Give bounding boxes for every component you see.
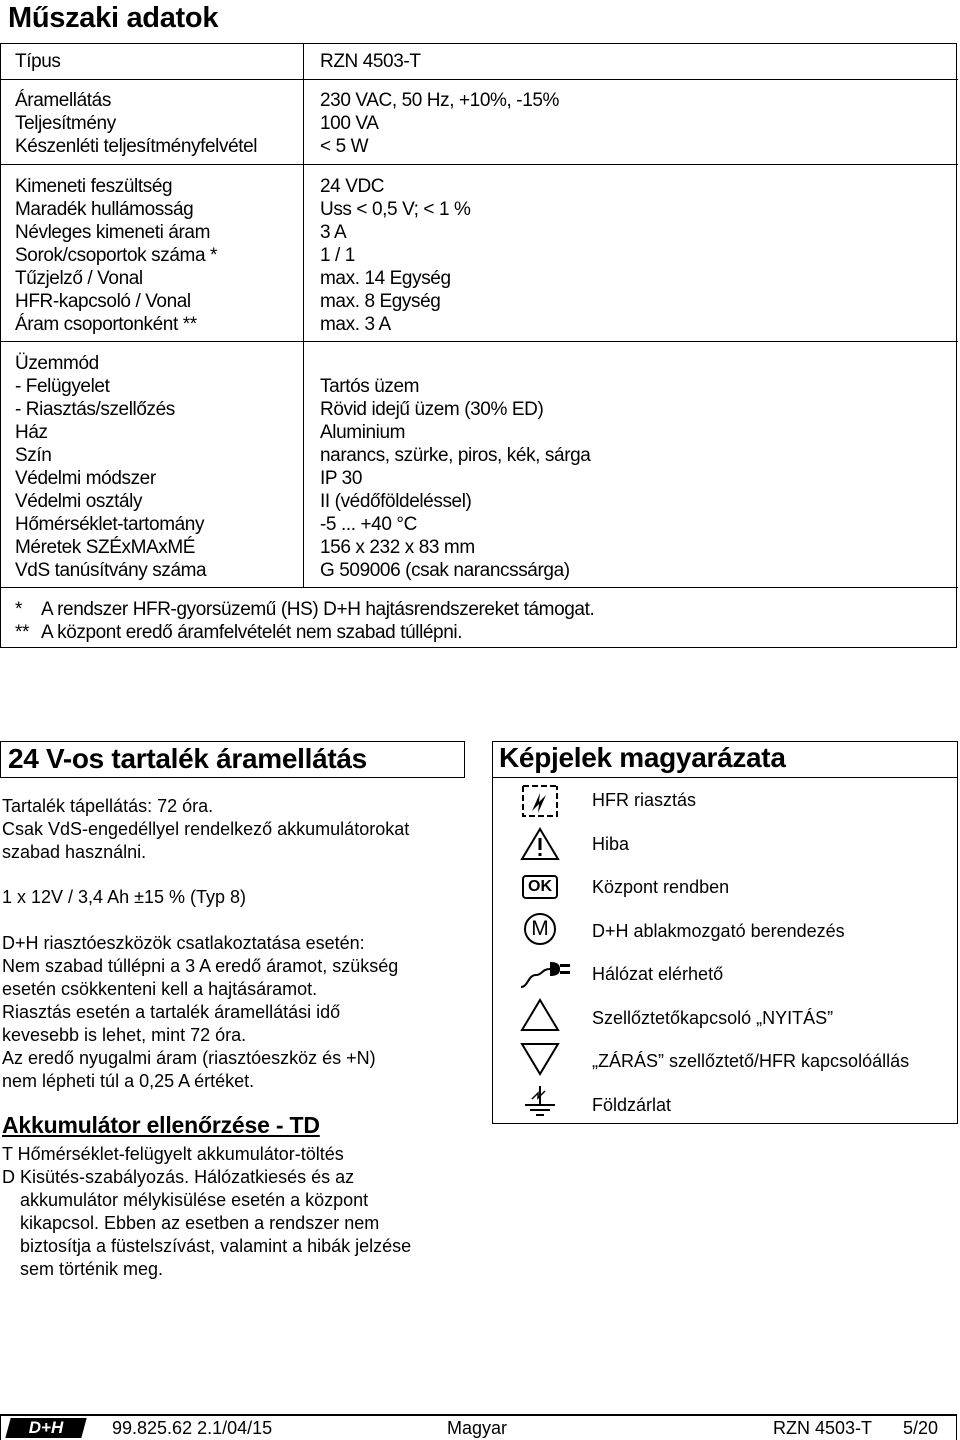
backup-line: Riasztás esetén a tartalék áramellátási idő [2, 1002, 341, 1022]
backup-line: nem lépheti túl a 0,25 A értéket. [2, 1071, 255, 1091]
spec-value-dimensions: 156 x 232 x 83 mm [320, 537, 475, 558]
spec-row-divider [0, 587, 958, 588]
legend-heading: Képjelek magyarázata [492, 741, 958, 778]
battery-line: biztosítja a füstelszívást, valamint a hibák jelzése [20, 1236, 412, 1256]
spec-value-standby: < 5 W [320, 136, 369, 157]
spec-value-detector-line: max. 14 Egység [320, 268, 451, 289]
legend-label: „ZÁRÁS” szellőztető/HFR kapcsolóállás [592, 1051, 910, 1071]
spec-value-housing: Aluminium [320, 422, 406, 443]
triangle-down-icon [520, 1041, 560, 1077]
legend-label: Szellőztetőkapcsoló „NYITÁS” [592, 1008, 834, 1028]
spec-row-divider [0, 341, 958, 342]
footnote [15, 621, 462, 644]
spec-value-hfr-switch-line: max. 8 Egység [320, 291, 441, 312]
spec-row-divider [0, 164, 958, 165]
spec-value-protection-method: IP 30 [320, 468, 363, 489]
spec-label-groups: Sorok/csoportok száma * [15, 245, 217, 266]
spec-value-temperature-range: -5 ... +40 °C [320, 514, 417, 535]
dh-logo-text: D+H [28, 1418, 64, 1437]
footnote-mark: * [15, 599, 22, 620]
hfr-alarm-icon [520, 783, 560, 819]
spec-value-color: narancs, szürke, piros, kék, sárga [320, 445, 591, 466]
backup-line: Az eredő nyugalmi áram (riasztóeszköz és +N) [2, 1048, 376, 1068]
footer-model: RZN 4503-T [773, 1418, 873, 1438]
battery-heading: Akkumulátor ellenőrzése - TD [2, 1112, 320, 1138]
spec-label-output-voltage: Kimeneti feszültség [15, 176, 173, 197]
spec-label-rated-current: Névleges kimeneti áram [15, 222, 211, 243]
legend-label: D+H ablakmozgató berendezés [592, 921, 845, 941]
footer-language: Magyar [447, 1418, 508, 1438]
spec-value-alarm-ventilation: Rövid idejű üzem (30% ED) [320, 399, 544, 420]
triangle-up-icon [520, 997, 560, 1033]
battery-line: akkumulátor mélykisülése esetén a központ [20, 1190, 369, 1210]
spec-label-vds-cert: VdS tanúsítvány száma [15, 560, 207, 581]
spec-value-current-per-group: max. 3 A [320, 314, 391, 335]
backup-line: szabad használni. [2, 842, 147, 862]
ground-fault-icon [520, 1083, 560, 1119]
spec-label-color: Szín [15, 445, 52, 466]
backup-line: D+H riasztóeszközök csatlakoztatása esetén: [2, 933, 365, 953]
battery-line: sem történik meg. [20, 1259, 164, 1279]
spec-value-type: RZN 4503-T [320, 51, 421, 72]
legend-label: Hiba [592, 834, 630, 854]
spec-label-detector-line: Tűzjelző / Vonal [15, 268, 143, 289]
spec-label-monitoring: - Felügyelet [15, 376, 110, 397]
spec-value-rated-current: 3 A [320, 222, 347, 243]
backup-line: Tartalék tápellátás: 72 óra. [2, 796, 214, 816]
spec-label-dimensions: Méretek SZÉxMAxMÉ [15, 537, 196, 558]
footer-doc-number: 99.825.62 2.1/04/15 [112, 1418, 273, 1438]
spec-value-vds-cert: G 509006 (csak narancssárga) [320, 560, 570, 581]
backup-line: kevesebb is lehet, mint 72 óra. [2, 1025, 247, 1045]
page-title: Műszaki adatok [8, 2, 219, 34]
ok-icon [520, 870, 560, 906]
spec-label-power-supply: Áramellátás [15, 90, 111, 111]
legend-label: HFR riasztás [592, 790, 697, 810]
spec-row-divider [0, 79, 958, 80]
spec-value-protection-class: II (védőföldeléssel) [320, 491, 472, 512]
spec-label-hfr-switch-line: HFR-kapcsoló / Vonal [15, 291, 191, 312]
backup-line: Nem szabad túllépni a 3 A eredő áramot, szükség [2, 956, 399, 976]
backup-line: esetén csökkenteni kell a hajtásáramot. [2, 979, 318, 999]
spec-value-output-voltage: 24 VDC [320, 176, 385, 197]
spec-label-protection-method: Védelmi módszer [15, 468, 156, 489]
backup-line: 1 x 12V / 3,4 Ah ±15 % (Typ 8) [2, 887, 247, 907]
battery-line: D Kisütés-szabályozás. Hálózatkiesés és az [2, 1167, 355, 1187]
dh-logo [8, 1418, 84, 1438]
spec-value-power-supply: 230 VAC, 50 Hz, +10%, -15% [320, 90, 560, 111]
spec-label-ripple: Maradék hullámosság [15, 199, 194, 220]
warning-triangle-icon [520, 826, 560, 862]
battery-line: T Hőmérséklet-felügyelt akkumulátor-töltés [2, 1144, 344, 1164]
spec-label-alarm-ventilation: - Riasztás/szellőzés [15, 399, 175, 420]
spec-value-monitoring: Tartós üzem [320, 376, 420, 397]
legend-label: Hálózat elérhető [592, 964, 724, 984]
footer-page-number: 5/20 [903, 1418, 939, 1438]
spec-label-mode: Üzemmód [15, 353, 99, 374]
motor-m-icon-text: M [524, 913, 556, 945]
power-plug-icon [520, 955, 572, 991]
spec-value-ripple: Uss < 0,5 V; < 1 % [320, 199, 471, 220]
spec-value-power: 100 VA [320, 113, 379, 134]
footnote-mark: ** [15, 622, 29, 643]
backup-heading: 24 V-os tartalék áramellátás [0, 741, 465, 778]
spec-label-protection-class: Védelmi osztály [15, 491, 143, 512]
motor-m-icon [520, 912, 560, 948]
footnote-text: A rendszer HFR-gyorsüzemű (HS) D+H hajtásrendszereket támogat. [41, 599, 595, 620]
spec-column-divider [303, 43, 304, 587]
legend-label: Központ rendben [592, 877, 730, 897]
spec-label-type: Típus [15, 51, 61, 72]
spec-label-temperature-range: Hőmérséklet-tartomány [15, 514, 205, 535]
footnote [15, 598, 594, 621]
footnote-text: A központ eredő áramfelvételét nem szabad túllépni. [41, 622, 463, 643]
spec-label-power: Teljesítmény [15, 113, 116, 134]
battery-line: kikapcsol. Ebben az esetben a rendszer nem [20, 1213, 380, 1233]
ok-icon-text: OK [522, 875, 558, 899]
spec-value-groups: 1 / 1 [320, 245, 355, 266]
backup-line: Csak VdS-engedéllyel rendelkező akkumulátorokat [2, 819, 410, 839]
spec-label-current-per-group: Áram csoportonként ** [15, 314, 197, 335]
spec-label-standby: Készenléti teljesítményfelvétel [15, 136, 258, 157]
spec-label-housing: Ház [15, 422, 48, 443]
legend-label: Földzárlat [592, 1095, 672, 1115]
